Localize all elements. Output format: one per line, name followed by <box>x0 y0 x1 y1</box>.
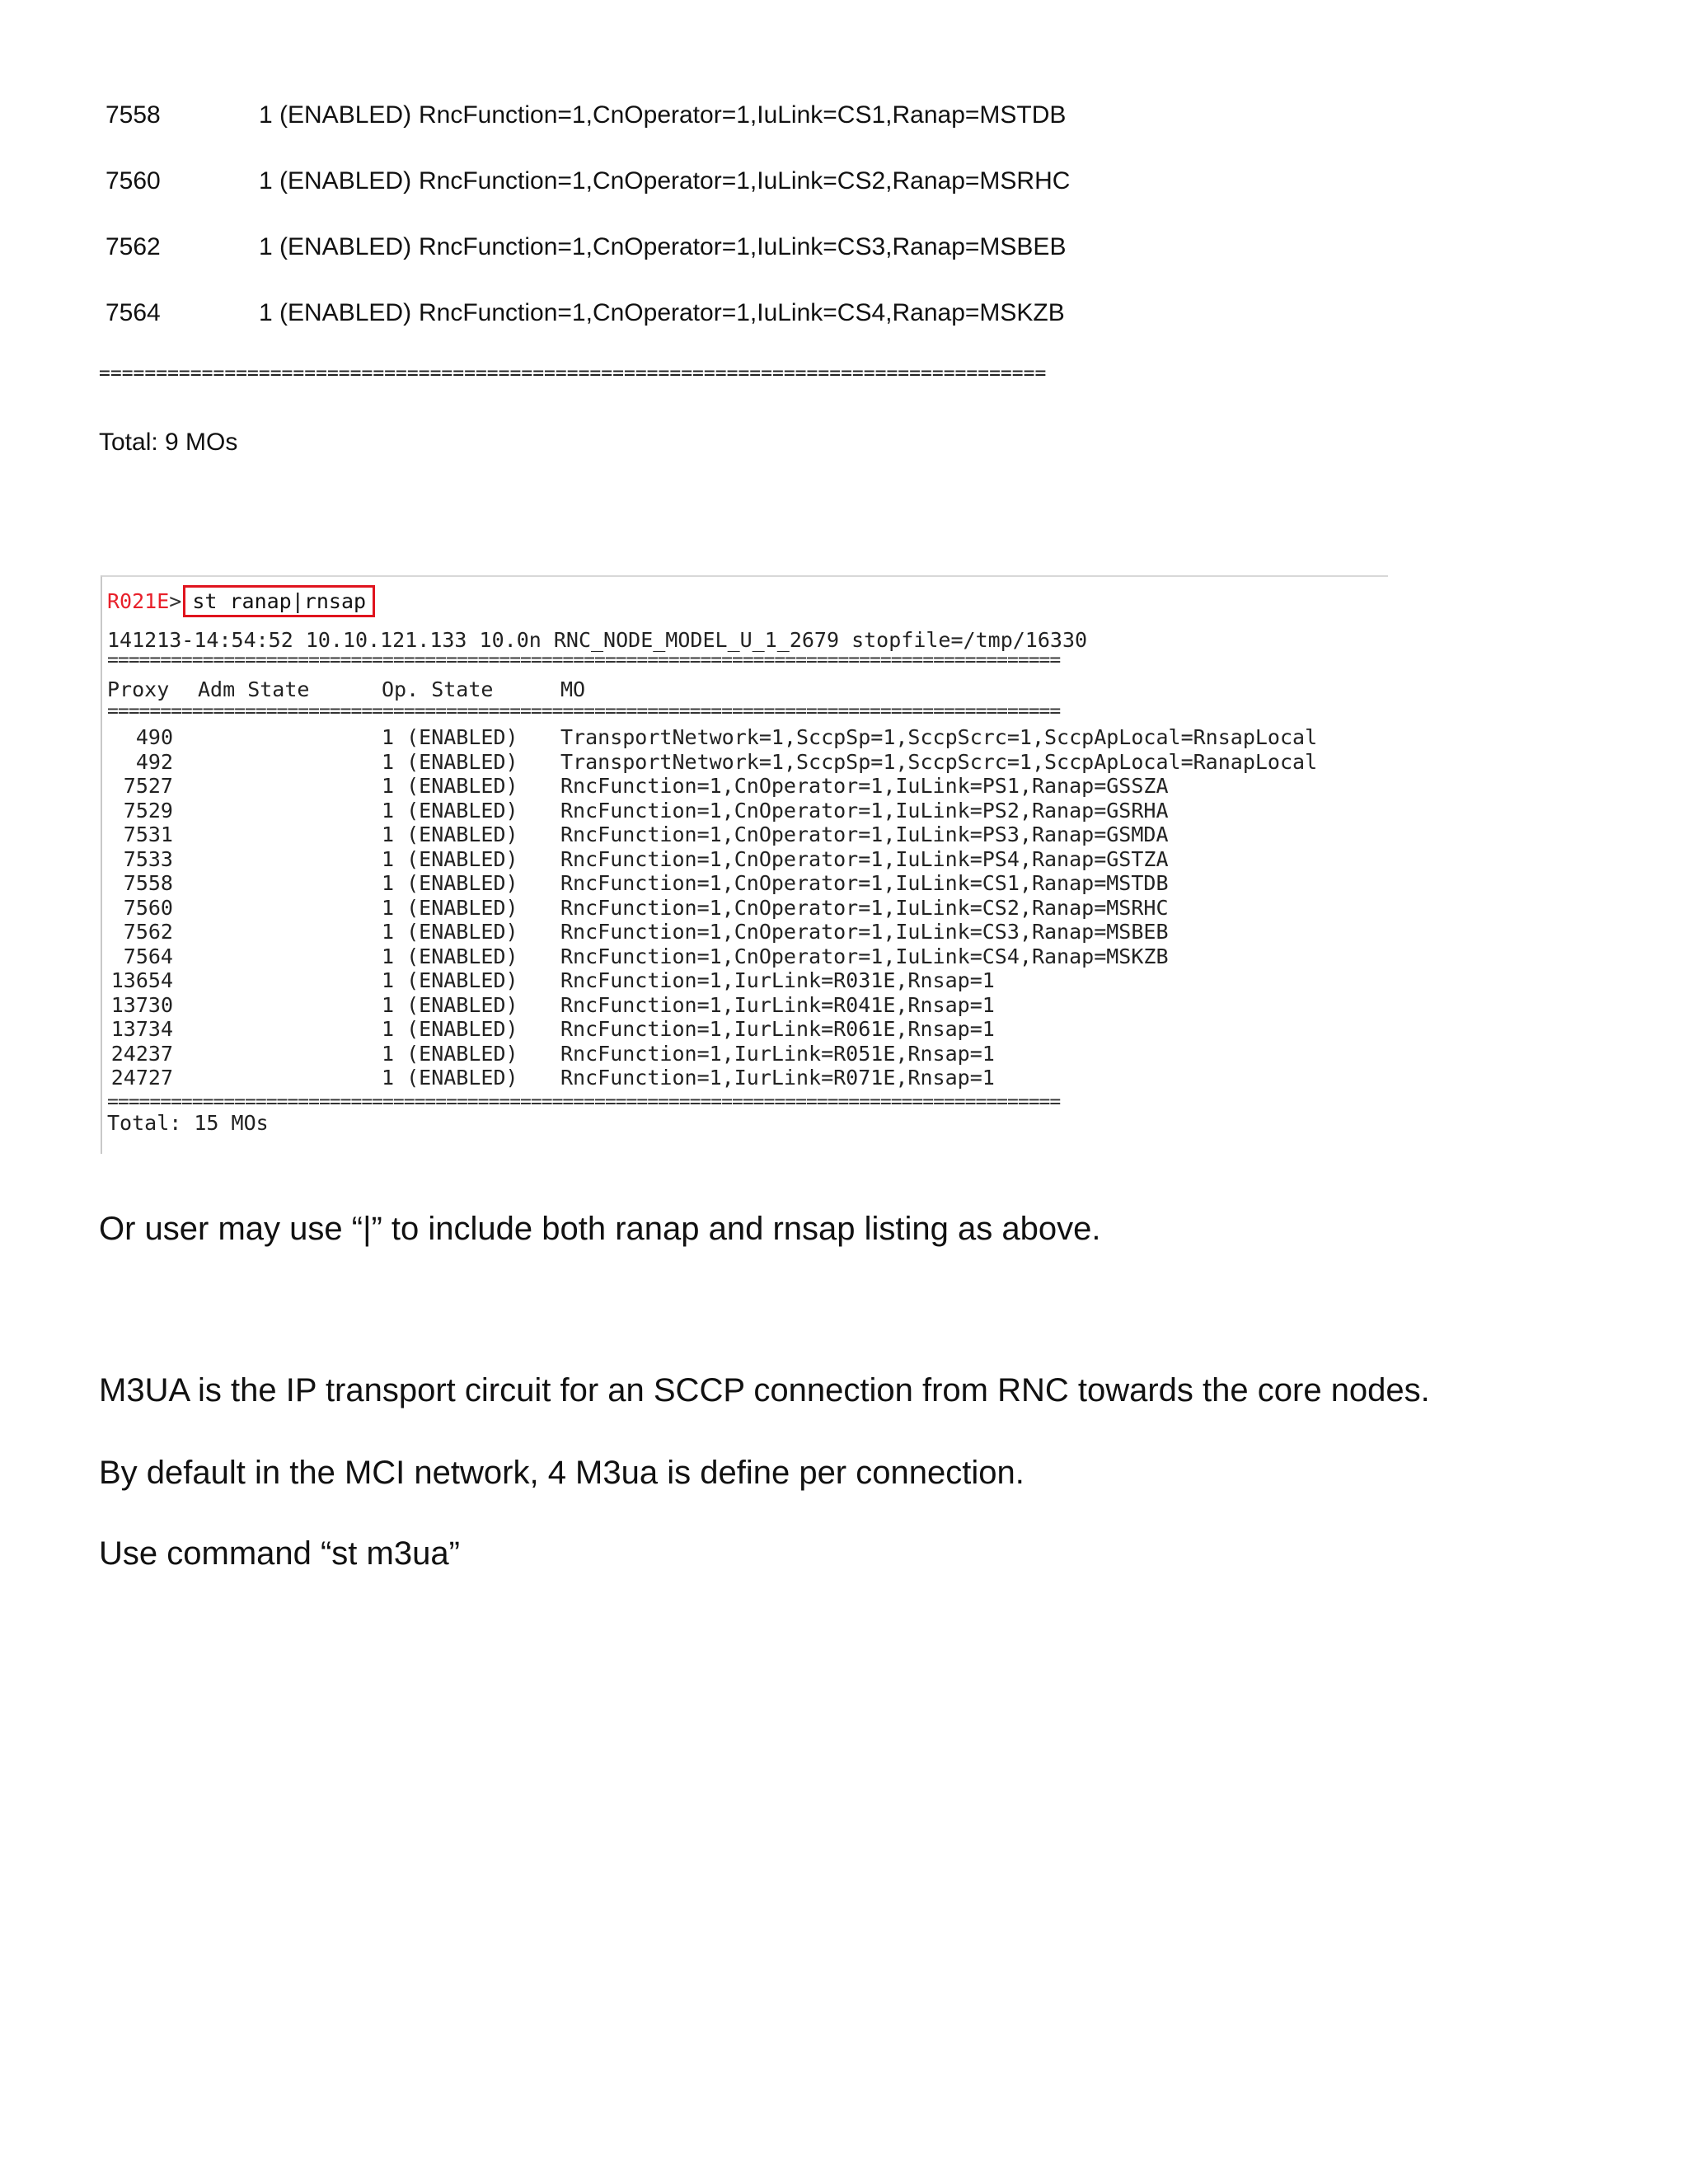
mo-path: RncFunction=1,CnOperator=1,IuLink=CS1,Ranap=MSTDB <box>419 101 1067 129</box>
row-proxy: 492 <box>135 749 173 774</box>
row-op-state: 1 (ENABLED) <box>382 871 518 895</box>
row-op-state: 1 (ENABLED) <box>382 1017 518 1041</box>
op-state: 1 (ENABLED) <box>259 233 412 260</box>
row-proxy: 13730 <box>110 992 173 1017</box>
row-mo: RncFunction=1,CnOperator=1,IuLink=PS2,Ranap=GSRHA <box>560 798 1169 823</box>
row-proxy: 490 <box>135 725 173 749</box>
header-op-state: Op. State <box>382 677 494 701</box>
op-state: 1 (ENABLED) <box>259 167 412 194</box>
table-row <box>107 993 1385 1017</box>
row-mo: RncFunction=1,CnOperator=1,IuLink=PS1,Ranap=GSSZA <box>560 774 1169 798</box>
table-row <box>107 920 1385 944</box>
row-proxy: 7533 <box>123 846 173 871</box>
header-mo: MO <box>560 677 586 701</box>
row-proxy: 7558 <box>123 871 173 895</box>
separator: ========================================================================================== <box>107 654 1061 666</box>
prompt-line <box>107 585 375 617</box>
row-op-state: 1 (ENABLED) <box>382 823 518 846</box>
row-proxy: 7562 <box>123 920 173 944</box>
op-state: 1 (ENABLED) <box>259 101 412 129</box>
row-mo: RncFunction=1,IurLink=R041E,Rnsap=1 <box>560 992 995 1017</box>
table-row <box>107 823 1385 846</box>
mo-path: RncFunction=1,CnOperator=1,IuLink=CS3,Ranap=MSBEB <box>419 233 1067 260</box>
row-mo: TransportNetwork=1,SccpSp=1,SccpScrc=1,SccpApLocal=RnsapLocal <box>560 725 1318 749</box>
op-state: 1 (ENABLED) <box>259 299 412 326</box>
separator: ========================================================================================== <box>107 1096 1061 1108</box>
row-op-state: 1 (ENABLED) <box>382 798 518 823</box>
row-mo: RncFunction=1,CnOperator=1,IuLink=CS1,Ranap=MSTDB <box>560 871 1169 895</box>
table-row <box>107 847 1385 871</box>
proxy-id: 7562 <box>106 233 161 260</box>
top-mo-listing <box>104 99 1423 363</box>
mo-path: RncFunction=1,CnOperator=1,IuLink=CS4,Ranap=MSKZB <box>419 299 1065 326</box>
header-adm-state: Adm State <box>198 677 310 701</box>
row-proxy: 7531 <box>123 823 173 846</box>
header-proxy: Proxy <box>107 677 170 701</box>
table-row <box>107 871 1385 895</box>
row-mo: TransportNetwork=1,SccpSp=1,SccpScrc=1,SccpApLocal=RanapLocal <box>560 749 1318 774</box>
proxy-id: 7564 <box>106 299 161 326</box>
row-op-state: 1 (ENABLED) <box>382 895 518 920</box>
table-row <box>107 799 1385 823</box>
row-mo: RncFunction=1,IurLink=R051E,Rnsap=1 <box>560 1041 995 1066</box>
row-op-state: 1 (ENABLED) <box>382 846 518 871</box>
top-listing-row <box>104 297 1423 363</box>
row-op-state: 1 (ENABLED) <box>382 774 518 798</box>
row-op-state: 1 (ENABLED) <box>382 968 518 992</box>
paragraph-m3ua-description: M3UA is the IP transport circuit for an SCCP connection from RNC towards the core nodes. <box>99 1372 1430 1408</box>
row-op-state: 1 (ENABLED) <box>382 1041 518 1066</box>
terminal-total: Total: 15 MOs <box>107 1111 269 1135</box>
row-mo: RncFunction=1,IurLink=R071E,Rnsap=1 <box>560 1066 995 1090</box>
command-highlight: st ranap|rnsap <box>183 585 375 617</box>
row-op-state: 1 (ENABLED) <box>382 1066 518 1090</box>
row-mo: RncFunction=1,CnOperator=1,IuLink=PS3,Ranap=GSMDA <box>560 823 1169 846</box>
row-op-state: 1 (ENABLED) <box>382 992 518 1017</box>
table-row <box>107 1017 1385 1041</box>
row-op-state: 1 (ENABLED) <box>382 944 518 968</box>
row-proxy: 7529 <box>123 798 173 823</box>
table-row <box>107 1066 1385 1090</box>
top-listing-row <box>104 165 1423 231</box>
proxy-id: 7560 <box>106 167 161 194</box>
mo-path: RncFunction=1,CnOperator=1,IuLink=CS2,Ranap=MSRHC <box>419 167 1071 194</box>
table-row <box>107 968 1385 992</box>
row-proxy: 7560 <box>123 895 173 920</box>
table-row <box>107 1042 1385 1066</box>
top-listing-row <box>104 99 1423 165</box>
proxy-id: 7558 <box>106 101 161 129</box>
table-row <box>107 774 1385 798</box>
terminal-screenshot <box>101 575 1388 1154</box>
row-mo: RncFunction=1,CnOperator=1,IuLink=CS3,Ranap=MSBEB <box>560 920 1169 944</box>
table-row <box>107 944 1385 968</box>
row-mo: RncFunction=1,CnOperator=1,IuLink=PS4,Ranap=GSTZA <box>560 846 1169 871</box>
row-op-state: 1 (ENABLED) <box>382 920 518 944</box>
row-proxy: 7527 <box>123 774 173 798</box>
paragraph-command-hint: Use command “st m3ua” <box>99 1535 460 1572</box>
top-separator: =================================================================================== <box>99 363 1047 384</box>
top-listing-row <box>104 231 1423 297</box>
table-row <box>107 896 1385 920</box>
prompt-node-name: R021E <box>107 589 170 613</box>
row-mo: RncFunction=1,IurLink=R061E,Rnsap=1 <box>560 1017 995 1041</box>
row-mo: RncFunction=1,CnOperator=1,IuLink=CS4,Ranap=MSKZB <box>560 944 1169 968</box>
table-row <box>107 750 1385 774</box>
row-proxy: 24237 <box>110 1041 173 1066</box>
prompt-symbol: > <box>169 589 182 613</box>
row-proxy: 24727 <box>110 1066 173 1090</box>
row-proxy: 13734 <box>110 1017 173 1041</box>
info-line: 141213-14:54:52 10.10.121.133 10.0n RNC_NODE_MODEL_U_1_2679 stopfile=/tmp/16330 <box>107 628 1088 652</box>
row-op-state: 1 (ENABLED) <box>382 725 518 749</box>
separator: ========================================================================================== <box>107 705 1061 717</box>
top-total: Total: 9 MOs <box>99 429 238 456</box>
row-proxy: 7564 <box>123 944 173 968</box>
table-header <box>107 677 1385 701</box>
paragraph-pipe-usage: Or user may use “|” to include both ranap and rnsap listing as above. <box>99 1211 1101 1247</box>
table-row <box>107 725 1385 749</box>
row-mo: RncFunction=1,CnOperator=1,IuLink=CS2,Ranap=MSRHC <box>560 895 1169 920</box>
row-mo: RncFunction=1,IurLink=R031E,Rnsap=1 <box>560 968 995 992</box>
row-proxy: 13654 <box>110 968 173 992</box>
paragraph-m3ua-default: By default in the MCI network, 4 M3ua is define per connection. <box>99 1455 1025 1491</box>
row-op-state: 1 (ENABLED) <box>382 749 518 774</box>
